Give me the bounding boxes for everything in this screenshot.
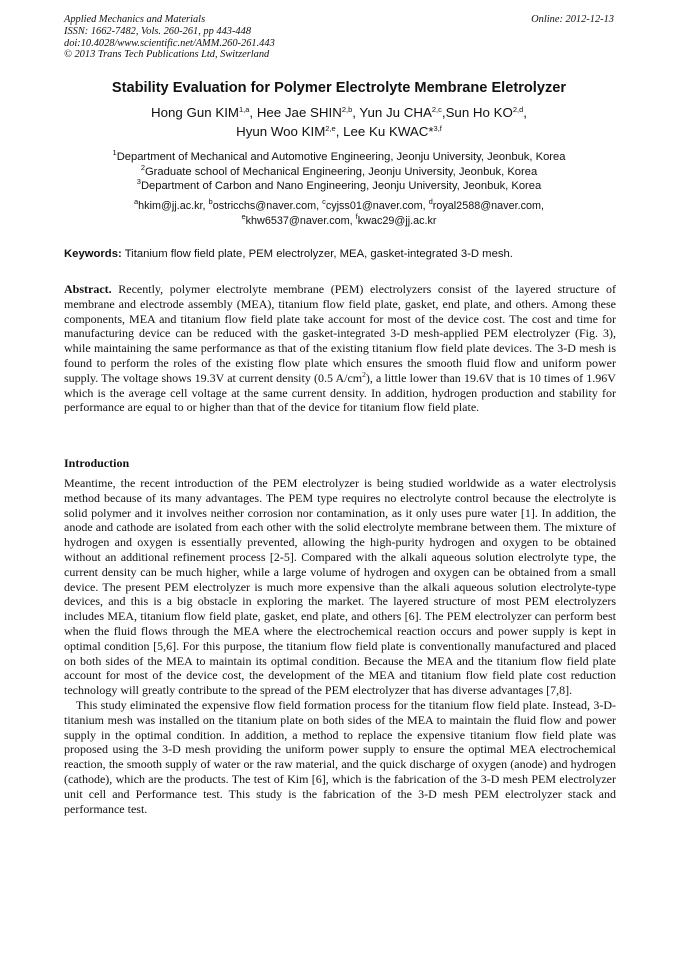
paragraph-line: electrolysis method because of its many advantages. The PEM type requires no electrolyte control — [64, 476, 616, 505]
paragraph-line: small device. The present PEM electrolyzer is much more expensive than the alkali aqueous — [64, 564, 617, 594]
abstract-text: ), a little lower than 19.6V that is 10 times of 1.96V which is the average cell voltage at the same current density. In addition, hydrogen production and stability for performance are equal to or higher than that of the device for titanium flow field plate. — [64, 370, 616, 415]
paragraph-line: only uses pure water [1]. In addition, the anode and cathode are isolated from each other with the — [64, 505, 616, 535]
journal-name: Applied Mechanics and Materials — [64, 14, 206, 25]
keywords-label: Keywords: — [64, 248, 122, 260]
email-sup: a — [134, 197, 139, 206]
affiliation-sup: 3 — [136, 177, 141, 186]
author-name: Hee Jae SHIN — [256, 105, 342, 120]
email-sup: c — [322, 197, 326, 206]
issn: ISSN: 1662-7482, Vols. 260-261, pp 443-448 — [64, 25, 252, 37]
keywords — [64, 248, 616, 260]
author-sup: 2,b — [341, 105, 353, 114]
affiliation-text: Graduate school of Mechanical Engineering, Jeonju University, Jeonbuk, Korea — [144, 165, 538, 178]
online-date: Online: 2012-12-13 — [531, 14, 614, 25]
author-list: Hong Gun KIM$^{1,a}$, Hee Jae SHIN$^{2,b}$, Yun Ju CHA$^{2,c}$,Sun Ho KO$^{2,d}$, Hyun Woo KIM$^{2,e}$, Lee Ku KWAC*$^{3,f}$ — [151, 105, 527, 139]
author-sup: 2,c — [431, 105, 442, 114]
paragraph-line: purpose, the titanium flow field plate is conventionally manufactured and placed on both sides of — [64, 638, 616, 668]
abstract — [64, 282, 616, 415]
copyright: © 2013 Trans Tech Publications Ltd, Switzerland — [64, 49, 270, 61]
author-sup: 3,f — [433, 124, 442, 133]
email-sup: e — [241, 211, 246, 221]
paragraph-line: solution electrolyte-type devices, and this is a big obstacle in exploring the market. The layered — [64, 579, 617, 609]
author-name: Sun Ho KO — [445, 105, 513, 120]
paragraph-line: account for most of the device cost, the development of the MEA and titanium flow field plate cost — [64, 668, 567, 683]
paragraph-line: reduction technology will greatly contribute to the spread of the PEM electrolyzer that has diverse — [64, 668, 617, 698]
paragraph-line: Instead, 3-D-titanium mesh was installed on the titanium plate on both sides of the MEA to — [64, 697, 617, 727]
paragraph-line: Meantime, the recent introduction of the PEM electrolyzer is being studied worldwide as a water — [64, 476, 557, 490]
paragraph-line: advantages [7,8]. — [489, 683, 573, 698]
paragraph-line: because the electrolyte is solid polymer and it involves neither corrosion nor contamination, as it — [64, 490, 617, 520]
paragraph-line: the expensive titanium flow field plate was proposed using the 3-D mesh providing the uniform — [64, 727, 617, 757]
paragraph-line: electrochemical reaction occurs and power supply is kept in optimal condition [5,6]. For this — [64, 623, 617, 653]
paragraph-line: the raw material, and the quick discharge of oxygen (anode) and hydrogen (cathode), which are the — [64, 757, 617, 786]
author-sup: 2,e — [325, 124, 336, 133]
abstract-text: Recently, polymer electrolyte membrane (PEM) electrolyzers consist of the layered structure of membrane and electrode assembly (MEA), titanium flow field plate, gasket, end plate, and others. Among these components, MEA and titanium flow field plate take account for most of the device cost. The cost and time for manufacturing device can be reduced with the gasket-integrated 3-D mesh-applied PEM electrolyzer (Fig. 3), while maintaining the same performance as that of the existing titanium flow field plate devices. The 3-D mesh is found to perform the roles of the existing flow plate which ensures the smooth fluid flow and uniform power supply. The voltage shows 19.3V at current density (0.5 A/cm — [64, 282, 617, 385]
author-name: Hong Gun KIM — [151, 105, 239, 120]
affiliation-text: Department of Carbon and Nano Engineering, Jeonju University, Jeonbuk, Korea — [140, 180, 542, 192]
paragraph-line: refinement process [2-5]. Compared with the alkali aqueous solution electrolyte type, the current — [64, 549, 616, 579]
email-list — [40, 199, 638, 228]
paragraph-line: maintain the fluid flow and power supply in the optimal condition. In addition, a method to replace — [64, 712, 617, 742]
author-name: Yun Ju CHA — [359, 105, 432, 120]
email: cyjss01@naver.com, — [325, 200, 426, 212]
affiliation — [40, 179, 638, 194]
intro-paragraph — [64, 476, 616, 698]
paragraph-line: density can be much higher, while a large volume of hydrogen and oxygen can be obtained from a — [101, 564, 587, 579]
author-name: Hyun Woo KIM — [236, 124, 326, 139]
paragraph-line: solid electrolyte membrane between them. The mixture of hydrogen and oxygen is essentially — [64, 520, 617, 550]
affiliation-sup: 1 — [112, 148, 117, 157]
paragraph-line: structure of most PEM electrolyzers includes MEA, titanium flow field plate, gasket, end plate, and — [64, 594, 616, 624]
affiliation-text: Department of Mechanical and Automotive Engineering, Jeonju University, Jeonbuk, Korea — [116, 151, 566, 163]
introduction-heading: Introduction — [64, 456, 130, 470]
affiliations — [40, 150, 638, 194]
paragraph-line: prevented, allowing the high-purity hydrogen and oxygen to be obtained without an additional — [64, 535, 616, 564]
author-sup: 2,d — [512, 105, 524, 114]
paragraph-line: This study eliminated the expensive flow field formation process for the titanium flow field plate. — [76, 697, 550, 712]
email: khw6537@naver.com, — [245, 214, 353, 227]
paragraph-line: others [6]. The PEM electrolyzer can perform best when the fluid flows through the MEA where the — [64, 609, 617, 638]
email-sup: f — [355, 211, 358, 221]
author-name: Lee Ku KWAC* — [343, 124, 434, 139]
paragraph-line: products. The test of Kim [6], which is the fabrication of the 3-D mesh PEM electrolyzer unit cell — [64, 771, 616, 801]
affiliation — [40, 150, 638, 165]
email: kwac29@jj.ac.kr — [357, 214, 437, 227]
paragraph-line: performance test. — [64, 801, 148, 816]
author-sup: 1,a — [238, 105, 250, 114]
paper-title: Stability Evaluation for Polymer Electrolyte Membrane Eletrolyzer — [111, 80, 567, 96]
affiliation-sup: 2 — [140, 162, 145, 172]
email: ostricchs@naver.com, — [212, 200, 320, 212]
abstract-label: Abstract. — [64, 282, 112, 296]
intro-paragraph — [64, 698, 616, 816]
keywords-text: Titanium flow field plate, PEM electrolyzer, MEA, gasket-integrated 3-D mesh. — [124, 248, 513, 260]
paragraph-line: and Performance test. This study is the fabrication of the 3-D mesh PEM electrolyzer stack and — [112, 786, 616, 801]
email: royal2588@naver.com, — [432, 200, 544, 212]
introduction-body — [64, 476, 616, 816]
email-sup: d — [428, 197, 433, 206]
paragraph-line: the MEA to maintain its optimal condition. Because the MEA and the titanium flow field plate — [147, 653, 617, 668]
email-sup: b — [208, 197, 213, 206]
abstract-sup: 2 — [362, 369, 366, 379]
doi: doi:10.4028/www.scientific.net/AMM.260-261.443 — [64, 37, 275, 49]
email: hkim@jj.ac.kr, — [138, 200, 206, 212]
affiliation — [40, 162, 638, 180]
journal-header — [64, 14, 275, 61]
paragraph-line: power supply to ensure the optimal MEA electrochemical reaction, the smooth supply of water or — [64, 742, 617, 772]
